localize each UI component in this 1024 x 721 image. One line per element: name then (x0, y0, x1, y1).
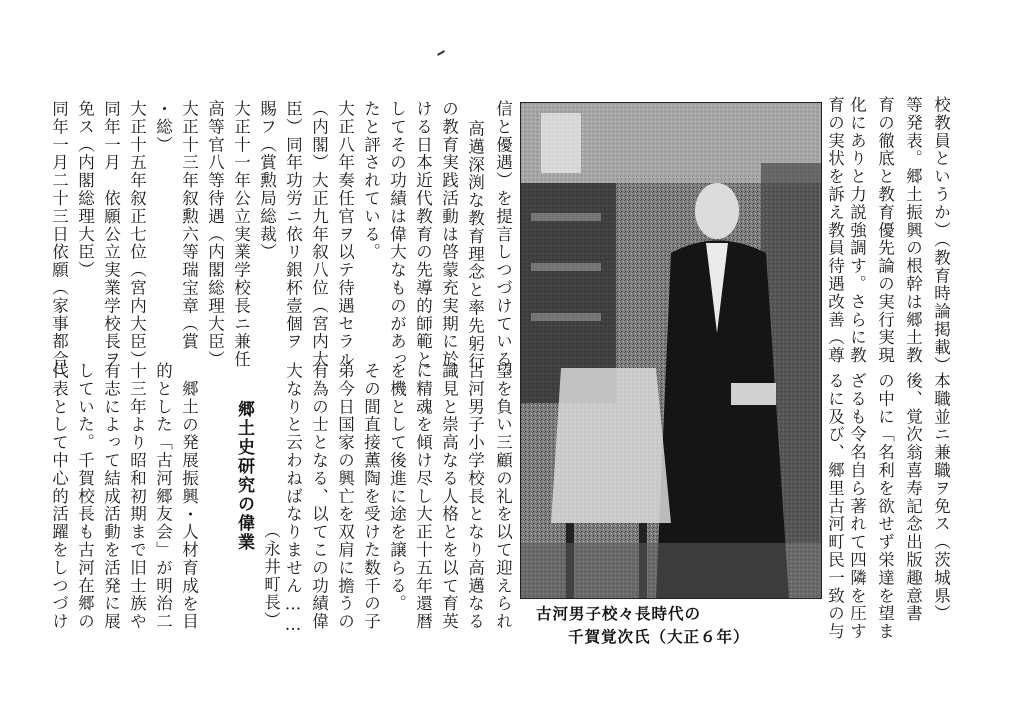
photo-caption-line-1: 古河男子校々長時代の (536, 605, 702, 623)
text-column: 弟今日国家の興亡を双肩に擔うの (335, 362, 355, 631)
text-column: 大正十五年叙正七位（宮内大臣） (127, 100, 147, 369)
text-column: 同年一月二十三日依願（家事都合） (49, 100, 69, 387)
stray-mark (437, 50, 445, 56)
text-column: ざるも令名自ら著れて四隣を圧す (847, 372, 867, 641)
text-column: を機として後進に途を譲らる。 (387, 362, 407, 613)
text-column: してその功績は偉大なものがあっ (387, 100, 407, 369)
portrait-image (521, 103, 821, 598)
text-column: 化にありと力説強調す。さらに教 (847, 96, 867, 365)
text-column: 代表として中心的活躍をしつづけ (49, 362, 69, 631)
text-column: 後、覚次翁喜寿記念出版趣意書 (903, 372, 923, 623)
text-column: 有為の士となる、以てこの功績偉 (309, 362, 329, 631)
text-column: 大なりと云わねばなりません…… (283, 362, 303, 636)
text-column: の中に「名利を欲せず栄達を望ま (875, 372, 895, 641)
photo-caption-line-2: 千賀覚次氏（大正６年） (568, 628, 750, 646)
signature: （永井町長） (261, 522, 281, 630)
text-column: ける日本近代教育の先導的師範と (413, 100, 433, 369)
text-column: ・総） (153, 100, 173, 154)
text-column: 十三年より昭和初期まで旧士族や (127, 362, 147, 631)
text-column: 望を負い三顧の礼を以て迎えられ (493, 362, 513, 631)
text-column: していた。千賀校長も古河在郷の (75, 362, 95, 631)
text-column: 識見と崇高なる人格とを以て育英 (439, 362, 459, 631)
text-column: 有志によって結成活動を活発に展 (101, 362, 121, 631)
section-heading: 郷土史研究の偉業 (234, 400, 254, 552)
text-column: その間直接薫陶を受けた数千の子 (361, 362, 381, 631)
text-column: 同年一月 依願公立実業学校長ヲ (101, 100, 121, 369)
text-column: 校教員というか）（教育時論掲載） (931, 96, 951, 375)
text-column: 臣）同年功労ニ依リ銀杯壹個ヲ (283, 100, 303, 351)
text-column: 古河男子小学校長となり高邁なる (465, 362, 485, 631)
text-column: 育の徹底と教育優先論の実行実現 (875, 96, 895, 365)
text-column: 育の実状を訴え教員待遇改善（尊 (825, 96, 845, 365)
text-column: 信と優遇）を提言しつづけている。 (493, 100, 513, 387)
text-column: 郷土の発展振興・人材育成を目 (179, 380, 199, 631)
text-column: （内閣）大正九年叙八位（宮内大 (309, 100, 329, 369)
text-column: に精魂を傾け尽し大正十五年還暦 (413, 362, 433, 631)
text-column: 的とした「古河郷友会」が明治二 (153, 362, 173, 631)
text-column: 本職並ニ兼職ヲ免ス（茨城県） (931, 372, 951, 623)
text-column: たと評されている。 (361, 100, 381, 262)
portrait-photo (520, 102, 822, 599)
text-column: の教育実践活動は啓蒙充実期に於 (439, 100, 459, 369)
text-column: 高邁深渕な教育理念と率先躬行 (465, 120, 485, 371)
text-column: 大正十三年叙勲六等瑞宝章（賞 (179, 100, 199, 351)
text-column: 免ス（内閣総理大臣） (75, 100, 95, 279)
text-column: 賜フ（賞勲局総裁） (257, 100, 277, 262)
text-column: 高等官八等待遇（内閣総理大臣） (205, 100, 225, 369)
text-column: 等発表。郷土振興の根幹は郷土教 (903, 96, 923, 365)
text-column: るに及び、郷里古河町民一致の与 (825, 372, 845, 641)
text-column: 大正八年奏任官ヲ以テ待遇セラル (335, 100, 355, 369)
text-column: 大正十一年公立実業学校長ニ兼任 (231, 100, 251, 369)
